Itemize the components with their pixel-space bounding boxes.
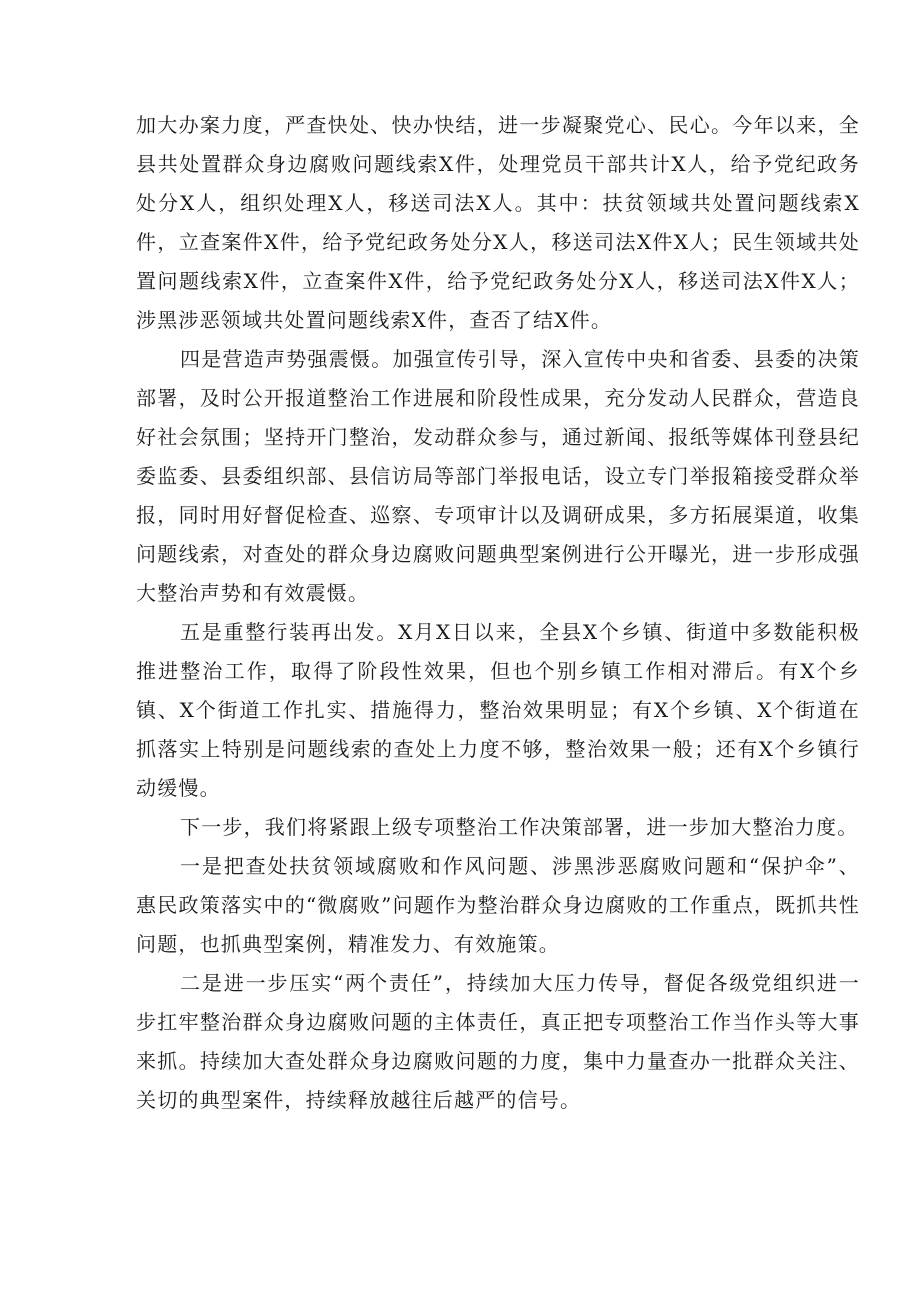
paragraph-focus-areas: 一是把查处扶贫领域腐败和作风问题、涉黑涉恶腐败问题和“保护伞”、惠民政策落实中的“微腐败”问题作为整治群众身边腐败的工作重点，既抓共性问题，也抓典型案例，精准发力、有效施策。 bbox=[136, 854, 860, 956]
paragraph-publicity-deterrence: 四是营造声势强震慑。加强宣传引导，深入宣传中央和省委、县委的决策部署，及时公开报道整治工作进展和阶段性成果，充分发动人民群众，营造良好社会氛围；坚持开门整治，发动群众参与，通过新闻、报纸等媒体刊登县纪委监委、县委组织部、县信访局等部门举报电话，设立专门举报箱接受群众举报，同时用好督促检查、巡察、专项审计以及调研成果，多方拓展渠道，收集问题线索，对查处的群众身边腐败问题典型案例进行公开曝光，进一步形成强大整治声势和有效震慑。 bbox=[136, 347, 860, 605]
paragraph-responsibility: 二是进一步压实“两个责任”，持续加大压力传导，督促各级党组织进一步扛牢整治群众身边腐败问题的主体责任，真正把专项整治工作当作头等大事来抓。持续加大查处群众身边腐败问题的力度，集中力量查办一批群众关注、关切的典型案件，持续释放越往后越严的信号。 bbox=[136, 971, 860, 1112]
document-body bbox=[136, 106, 860, 1120]
paragraph-next-step: 下一步，我们将紧跟上级专项整治工作决策部署，进一步加大整治力度。 bbox=[180, 815, 859, 839]
paragraph-restart: 五是重整行装再出发。X月X日以来，全县X个乡镇、街道中多数能积极推进整治工作，取得了阶段性效果，但也个别乡镇工作相对滞后。有X个乡镇、X个街道工作扎实、措施得力，整治效果明显；有X个乡镇、X个街道在抓落实上特别是问题线索的查处上力度不够，整治效果一般；还有X个乡镇行动缓慢。 bbox=[136, 620, 860, 800]
paragraph-case-handling: 加大办案力度，严查快处、快办快结，进一步凝聚党心、民心。今年以来，全县共处置群众身边腐败问题线索X件，处理党员干部共计X人，给予党纪政务处分X人，组织处理X人，移送司法X人。其中：扶贫领域共处置问题线索X件，立查案件X件，给予党纪政务处分X人，移送司法X件X人；民生领域共处置问题线索X件，立查案件X件，给予党纪政务处分X人，移送司法X件X人；涉黑涉恶领域共处置问题线索X件，查否了结X件。 bbox=[136, 113, 860, 332]
